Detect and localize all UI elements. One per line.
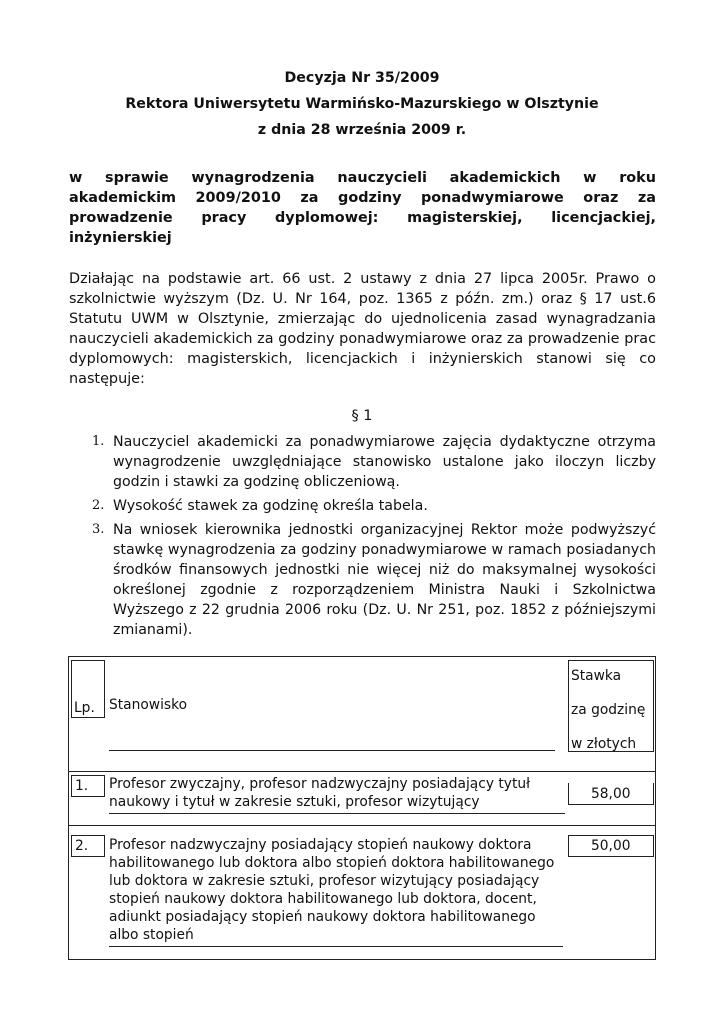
list-item-text: Nauczyciel akademicki za ponadwymiarowe zajęcia dydaktyczne otrzyma wynagrodzenie uwzględniające stanowisko ustalone jako iloczyn liczby godzin i stawki za godzinę obliczeniową. (113, 434, 656, 490)
list-item-number: 3. (92, 522, 105, 537)
list-item-number: 1. (92, 434, 105, 449)
header-position: Stanowisko (109, 697, 188, 713)
decision-subject: w sprawie wynagrodzenia nauczycieli akademickich w roku akademickim 2009/2010 za godziny ponadwymiarowe oraz za prowadzenie pracy dyplomowej: magisterskiej, licencjackiej, inżynierskiej (69, 170, 656, 246)
header-position-underline (109, 750, 555, 751)
list-item (92, 496, 656, 516)
row1-rate-cell (568, 783, 654, 805)
header-rate-cell (568, 660, 654, 752)
row1-rate: 58,00 (591, 786, 631, 802)
list-item (92, 432, 656, 492)
row2-rate-cell (568, 835, 654, 857)
list-item-text: Wysokość stawek za godzinę określa tabela. (113, 498, 428, 514)
row2-rate: 50,00 (591, 838, 631, 854)
rates-table (68, 656, 656, 960)
header-lp: Lp. (74, 700, 95, 716)
section-item-list (92, 432, 656, 644)
header-rate-line3: w złotych (571, 736, 637, 752)
row1-position: Profesor zwyczajny, profesor nadzwyczajny posiadający tytuł naukowy i tytuł w zakresie sztuki, profesor wizytujący (109, 776, 531, 810)
row2-position-underline (109, 946, 563, 947)
row1-divider (69, 825, 655, 826)
decision-issuer: Rektora Uniwersytetu Warmińsko-Mazurskiego w Olsztynie (125, 96, 599, 112)
decision-title: Decyzja Nr 35/2009 (284, 70, 440, 86)
header-divider (69, 771, 655, 772)
list-item-text: Na wniosek kierownika jednostki organizacyjnej Rektor może podwyższyć stawkę wynagrodzenia za godziny ponadwymiarowe w ramach posiadanych środków finansowych jednostki nie więcej niż do maksymalnej wysokości określonej zgodnie z rozporządzeniem Ministra Nauki i Szkolnictwa Wyższego z 22 grudnia 2006 roku (Dz. U. Nr 251, poz. 1852 z późniejszymi zmianami). (113, 522, 656, 638)
list-item-number: 2. (92, 498, 105, 513)
decision-date: z dnia 28 września 2009 r. (257, 122, 467, 138)
header-rate-line2: za godzinę (571, 702, 646, 718)
row1-position-underline (109, 813, 565, 814)
row1-lp-cell (71, 775, 105, 797)
row2-lp: 2. (75, 838, 89, 854)
preamble-paragraph: Działając na podstawie art. 66 ust. 2 ustawy z dnia 27 lipca 2005r. Prawo o szkolnictwie wyższym (Dz. U. Nr 164, poz. 1365 z późn. zm.) oraz § 17 ust.6 Statutu UWM w Olsztynie, zmierzając do ujednolicenia zasad wynagradzania nauczycieli akademickich za godziny ponadwymiarowe oraz za prowadzenie prac dyplomowych: magisterskich, licencjackich i inżynierskich stanowi się co następuje: (69, 271, 656, 387)
header-lp-cell (71, 660, 105, 718)
section-heading: § 1 (351, 408, 373, 424)
header-rate-line1: Stawka (571, 668, 622, 684)
row2-lp-cell (71, 835, 105, 857)
row2-position: Profesor nadzwyczajny posiadający stopień naukowy doktora habilitowanego lub doktora albo stopień doktora habilitowanego lub doktora w zakresie sztuki, profesor wizytujący posiadający stopień naukowy doktora habilitowanego lub doktora, docent, adiunkt posiadający stopień naukowy doktora habilitowanego albo stopień (109, 837, 555, 943)
row1-lp: 1. (75, 778, 89, 794)
list-item (92, 520, 656, 640)
